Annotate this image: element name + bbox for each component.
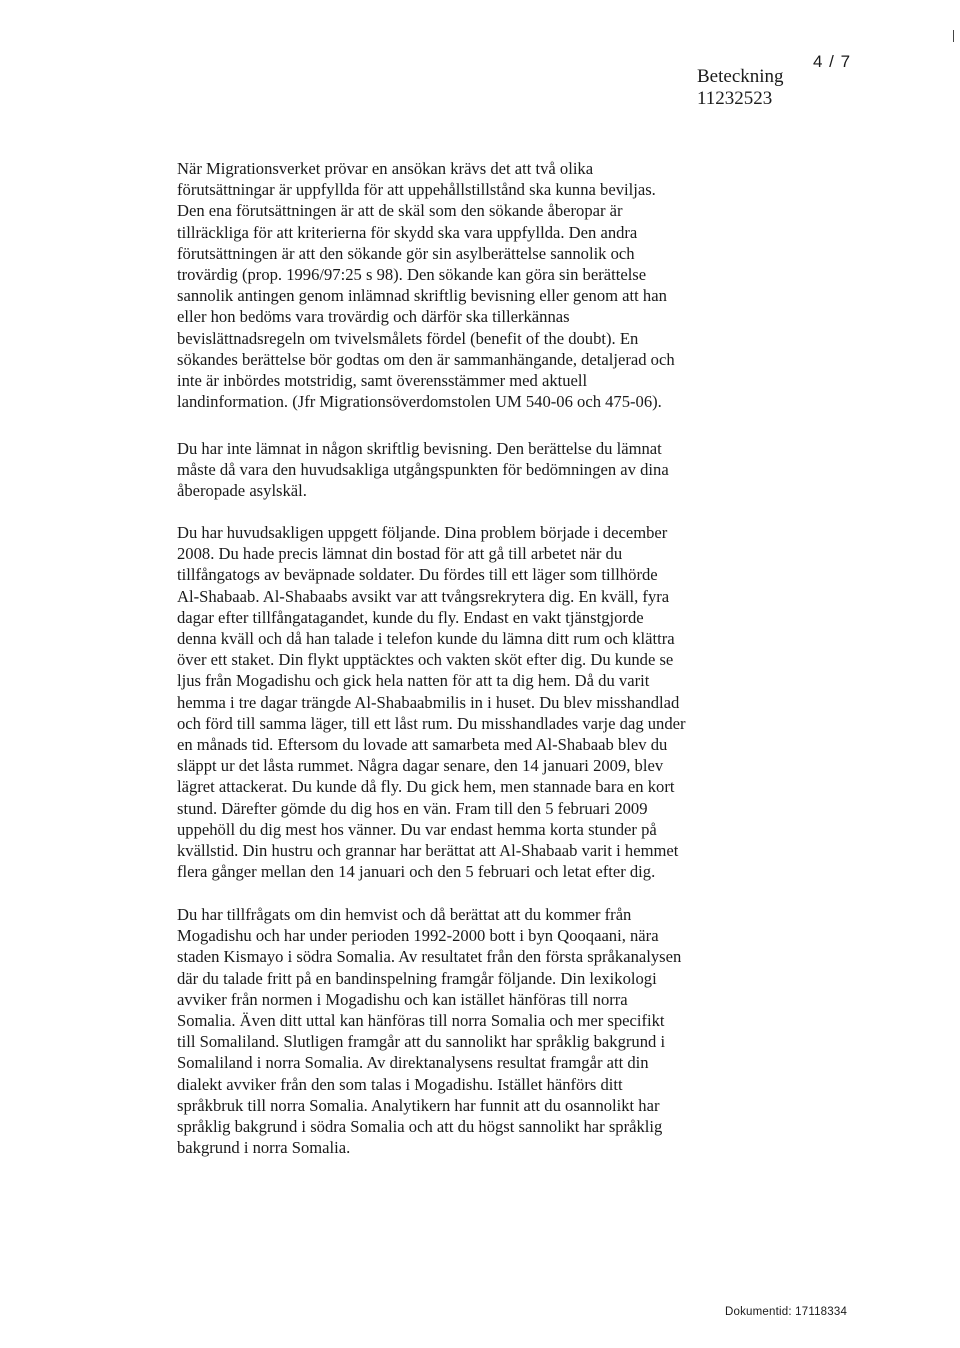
text-line: När Migrationsverket prövar en ansökan krävs det att två olika <box>177 159 594 178</box>
text-line: språklig bakgrund i södra Somalia och att du högst sannolikt har språklig <box>177 1117 663 1137</box>
text-line: landinformation. (Jfr Migrationsöverdomstolen UM 540-06 och 475-06). <box>177 392 662 412</box>
text-line: Somalia. Även ditt uttal kan hänföras till norra Somalia och mer specifikt <box>177 1011 665 1031</box>
text-line: avviker från normen i Mogadishu och kan istället hänföras till norra <box>177 989 628 1009</box>
text-line: inte är inbördes motstridig, samt överensstämmer med aktuell <box>177 371 588 391</box>
text-line: Somaliland i norra Somalia. Av direktanalysens resultat framgår att din <box>177 1053 649 1073</box>
text-line: kvällstid. Din hustru och grannar har berättat att Al-Shabaab varit i hemmet <box>177 841 679 861</box>
document-id: Dokumentid: 17118334 <box>725 1306 848 1318</box>
paragraph-language-analysis <box>177 904 777 1158</box>
text-line: Den ena förutsättningen är att de skäl som den sökande åberopar är <box>177 201 623 221</box>
text-line: släppt ur det låsta rummet. Några dagar senare, den 14 januari 2009, blev <box>177 756 664 776</box>
text-line: sannolik antingen genom inlämnad skriftlig bevisning eller genom att han <box>177 286 667 306</box>
text-line: en månads tid. Eftersom du lovade att samarbeta med Al-Shabaab blev du <box>177 735 668 755</box>
text-line: dagar efter tillfångatagandet, kunde du fly. Endast en vakt tjänstgjorde <box>177 607 644 627</box>
text-line: där du talade fritt på en bandinspelning framgår följande. Din lexikologi <box>177 968 657 988</box>
text-line: lägret attackerat. Du kunde då fly. Du gick hem, men stannade bara en kort <box>177 777 675 797</box>
paragraph-no-evidence <box>177 438 777 502</box>
text-line: ljus från Mogadishu och gick hela natten för att ta dig hem. Då du varit <box>177 671 650 691</box>
text-line: måste då vara den huvudsakliga utgångspunkten för bedömningen av dina <box>177 460 669 480</box>
text-line: staden Kismayo i södra Somalia. Av resultatet från den första språkanalysen <box>177 947 682 967</box>
text-line: och förd till samma läger, till ett låst rum. Du misshandlades varje dag under <box>177 713 686 733</box>
text-line: eller hon bedöms vara trovärdig och därför ska tillerkännas <box>177 307 570 327</box>
text-line: till Somaliland. Slutligen framgår att du sannolikt har språklig bakgrund i <box>177 1032 666 1052</box>
scan-edge-mark <box>953 30 954 42</box>
text-line: Al-Shabaab. Al-Shabaabs avsikt var att tvångsrekrytera dig. En kväll, fyra <box>177 586 670 606</box>
text-line: åberopade asylskäl. <box>177 481 307 501</box>
text-line: denna kväll och då han talade i telefon kunde du lämna ditt rum och klättra <box>177 629 675 649</box>
text-line: dialekt avviker från den som talas i Mogadishu. Istället hänförs ditt <box>177 1074 623 1094</box>
text-line: Du har huvudsakligen uppgett följande. Dina problem började i december <box>177 523 668 542</box>
text-line: tillräckliga för att kriterierna för skydd ska vara uppfyllda. Den andra <box>177 222 638 242</box>
text-line: tillfångatogs av beväpnade soldater. Du fördes till ett läger som tillhörde <box>177 565 658 585</box>
paragraph-applicant-account <box>177 522 777 882</box>
reference-label: Beteckning <box>697 66 784 87</box>
text-line: förutsättningen är att den sökande gör sin asylberättelse sannolik och <box>177 243 635 263</box>
text-line: sökandes berättelse bör godtas om den är sammanhängande, detaljerad och <box>177 349 675 369</box>
text-line: uppehöll du dig mest hos vänner. Du var endast hemma korta stunder på <box>177 819 657 839</box>
text-line: hemma i tre dagar trängde Al-Shabaabmilis in i huset. Du blev misshandlad <box>177 692 680 712</box>
text-line: Du har inte lämnat in någon skriftlig bevisning. Den berättelse du lämnat <box>177 439 662 458</box>
text-line: flera gånger mellan den 14 januari och den 5 februari och letat efter dig. <box>177 862 656 882</box>
text-line: språkbruk till norra Somalia. Analytikern har funnit att du osannolikt har <box>177 1095 660 1115</box>
text-line: över ett staket. Din flykt upptäcktes och vakten sköt efter dig. Du kunde se <box>177 650 674 670</box>
text-line: förutsättningar är uppfyllda för att uppehållstillstånd ska kunna beviljas. <box>177 180 656 200</box>
text-line: trovärdig (prop. 1996/97:25 s 98). Den sökande kan göra sin berättelse <box>177 265 647 285</box>
text-line: Mogadishu och har under perioden 1992-2000 bott i byn Qooqaani, nära <box>177 926 659 946</box>
paragraph-legal-requirements <box>177 158 777 412</box>
text-line: bevislättnadsregeln om tvivelsmålets fördel (benefit of the doubt). En <box>177 328 639 348</box>
text-line: bakgrund i norra Somalia. <box>177 1138 351 1158</box>
text-line: Du har tillfrågats om din hemvist och då berättat att du kommer från <box>177 905 632 924</box>
reference-number: 11232523 <box>697 88 773 109</box>
text-line: stund. Därefter gömde du dig hos en vän. Fram till den 5 februari 2009 <box>177 798 648 818</box>
reference-block <box>697 66 784 110</box>
page-number: 4 / 7 <box>813 52 852 71</box>
text-line: 2008. Du hade precis lämnat din bostad för att gå till arbetet när du <box>177 544 623 564</box>
